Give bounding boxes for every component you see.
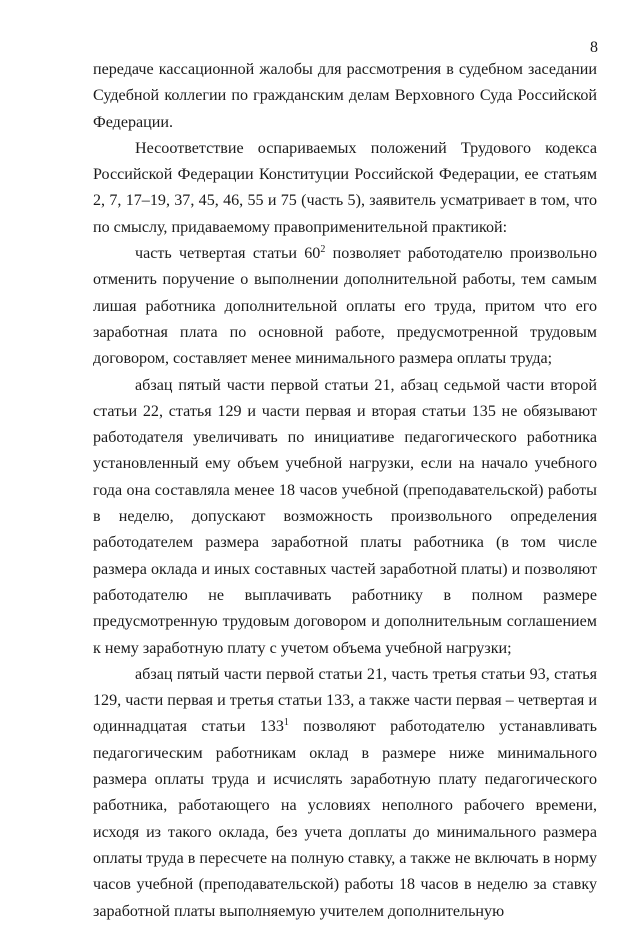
paragraph-claim-intro: Несоответствие оспариваемых положений Трудового кодекса Российской Федерации Конституции Российской Федерации, ее статьям 2, 7, 17–19, 37, 45, 46, 55 и 75 (часть 5), заявитель усматривает в том, что по смыслу, придаваемому правоприменительной практикой: [93,139,597,236]
paragraph-article-21-22: абзац пятый части первой статьи 21, абзац седьмой части второй статьи 22, статья 129 и части первая и вторая статьи 135 не обязывают работодателя увеличивать по инициативе педагогического работника установленный ему объем учебной нагрузки, если на начало учебного года она составляла менее 18 часов учебной (преподавательской) работы в неделю, допускают возможность произвольного определения работодателем размера заработной платы работника (в том числе размера оклада и иных составных частей заработной платы) и позволяют работодателю не выплачивать работнику в полном размере предусмотренную трудовым договором и дополнительным соглашением к нему заработную плату с учетом объема учебной нагрузки; [93,376,597,657]
paragraph-text-part: абзац пятый части первой статьи 21, часть третья статьи 93, статья 129, части первая и третья статьи 133, а также части первая – четвертая и одиннадцатая статьи 133 [93,665,597,736]
paragraph-article-60-2 [93,241,597,372]
paragraph-article-133-1 [93,662,597,925]
page-number: 8 [590,39,598,56]
paragraph-text-part: часть четвертая статьи 60 [135,245,321,263]
superscript: 2 [320,244,326,256]
paragraph-text-part: позволяет работодателю произвольно отменить поручение о выполнении дополнительной работы, тем самым лишая работника дополнительной оплаты его труда, притом что его заработная плата по основной работе, предусмотренной трудовым договором, составляет менее минимального размера оплаты труда; [93,245,597,368]
paragraph-text-part: позволяют работодателю устанавливать педагогическим работникам оклад в размере ниже минимального размера оплаты труда и исчислять заработную плату педагогического работника, работающего на условиях неполного рабочего времени, исходя из такого оклада, без учета доплаты до минимального размера оплаты труда в пересчете на полную ставку, а также не включать в норму часов учебной (преподавательской) работы 18 часов в неделю за ставку заработной платы выполняемую учителем дополнительную [93,718,598,920]
paragraph-continuation: передаче кассационной жалобы для рассмотрения в судебном заседании Судебной коллегии по гражданским делам Верховного Суда Российской Федерации. [93,61,597,131]
superscript: 1 [283,717,289,729]
document-body [93,57,597,925]
